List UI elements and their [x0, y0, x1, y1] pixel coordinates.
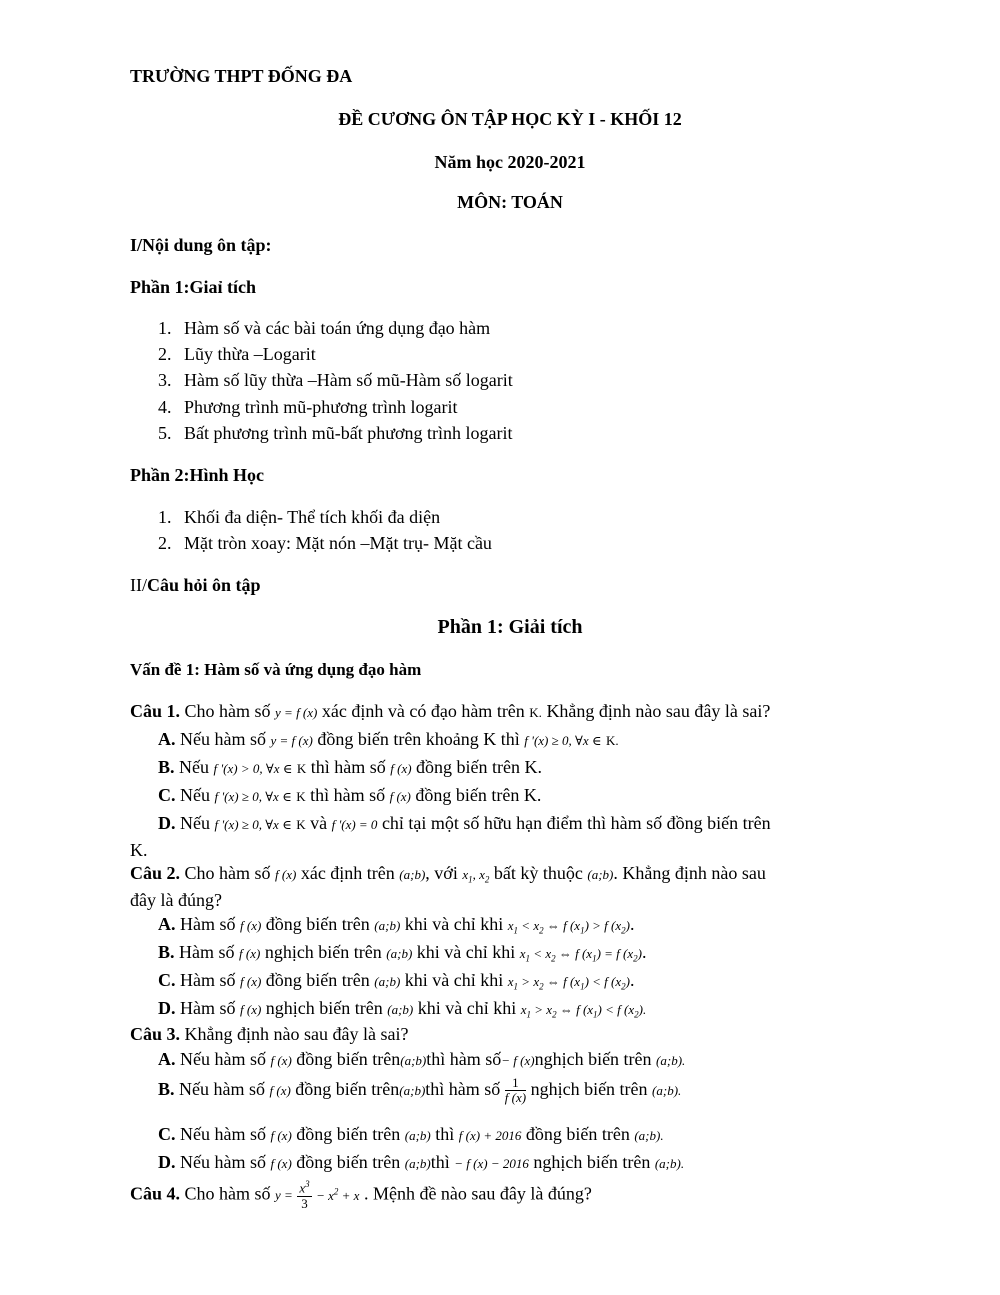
fraction: $\frac{1}{f (x)}$	[504, 1075, 527, 1106]
question-1: Câu 1. Cho hàm số y = f (x) xác định và có đạo hàm trên K. Khẳng định nào sau đây là sai?	[130, 701, 771, 721]
list-item: 5. Bất phương trình mũ-bất phương trình logarit	[158, 423, 513, 443]
list-item: 2. Lũy thừa –Logarit	[158, 344, 316, 364]
option-c: C. Hàm số f (x) đồng biến trên (a;b) khi và chỉ khi $x_1 > x_2$ ⇔ f $(x_1) < f$ $(x_2)$.	[158, 970, 635, 992]
list-item: 4. Phương trình mũ-phương trình logarit	[158, 397, 458, 417]
question-3: Câu 3. Khẳng định nào sau đây là sai?	[130, 1024, 409, 1044]
option-c: C. Nếu f '(x) ≥ 0, ∀x ∈ K thì hàm số f (x) đồng biến trên K.	[158, 785, 542, 805]
option-d-continued: K.	[130, 840, 148, 860]
list-item: 3. Hàm số lũy thừa –Hàm số mũ-Hàm số logarit	[158, 370, 513, 390]
list-item: 1. Hàm số và các bài toán ứng dụng đạo hàm	[158, 318, 491, 338]
option-b: B. Nếu f '(x) > 0, ∀x ∈ K thì hàm số f (x) đồng biến trên K.	[158, 757, 543, 777]
option-a: A. Nếu hàm số f (x) đồng biến trên(a;b)thì hàm số− f (x)nghịch biến trên (a;b).	[158, 1049, 686, 1069]
school-year: Năm học 2020-2021	[434, 152, 586, 172]
subject-title: MÔN: TOÁN	[457, 192, 563, 212]
list-item: 2. Mặt tròn xoay: Mặt nón –Mặt trụ- Mặt cầu	[158, 533, 492, 553]
section-1-heading: I/Nội dung ôn tập:	[130, 235, 272, 255]
question-2: Câu 2. Cho hàm số f (x) xác định trên (a;b), với $x_1$, $x_2$ bất kỳ thuộc (a;b). Khẳng định nào sau	[130, 863, 766, 885]
list-item: 1. Khối đa diện- Thể tích khối đa diện	[158, 507, 441, 527]
option-b: B. Hàm số f (x) nghịch biến trên (a;b) khi và chỉ khi $x_1 < x_2$ ⇔ f $(x_1) = f$ $(x_2)$.	[158, 942, 647, 964]
option-a: A. Nếu hàm số y = f (x) đồng biến trên khoảng K thì f '(x) ≥ 0, ∀x ∈ K.	[158, 729, 619, 749]
document-title: ĐỀ CƯƠNG ÔN TẬP HỌC KỲ I - KHỐI 12	[338, 109, 682, 129]
part-title: Phần 1: Giải tích	[437, 616, 583, 638]
topic-heading: Vấn đề 1: Hàm số và ứng dụng đạo hàm	[130, 660, 422, 679]
option-b: B. Nếu hàm số f (x) đồng biến trên(a;b)thì hàm số $\frac{1}{f (x)}$ nghịch biến trên (a;b).	[158, 1075, 682, 1106]
option-a: A. Hàm số f (x) đồng biến trên (a;b) khi và chỉ khi $x_1 < x_2$ ⇔ f $(x_1) > f$ $(x_2)$.	[158, 914, 635, 936]
option-d: D. Nếu f '(x) ≥ 0, ∀x ∈ K và f '(x) = 0 chỉ tại một số hữu hạn điểm thì hàm số đồng biến trên	[158, 813, 771, 833]
option-d: D. Hàm số f (x) nghịch biến trên (a;b) khi và chỉ khi $x_1 > x_2$ ⇔ f $(x_1) < f$ $(x_2)$.	[158, 998, 647, 1020]
option-d: D. Nếu hàm số f (x) đồng biến trên (a;b)thì − f (x) − 2016 nghịch biến trên (a;b).	[158, 1152, 685, 1172]
fraction: $\frac{x^3}{3}$	[299, 1179, 310, 1211]
part-2-heading: Phần 2:Hình Học	[130, 465, 265, 485]
section-2-heading: II/Câu hỏi ôn tập	[130, 575, 261, 595]
school-name: TRƯỜNG THPT ĐỐNG ĐA	[130, 66, 353, 86]
part-1-heading: Phần 1:Giaỉ tích	[130, 277, 257, 297]
question-4: Câu 4. Cho hàm số y = $\frac{x^3}{3}$ − $x^2 + x$ . Mệnh đề nào sau đây là đúng?	[130, 1179, 592, 1211]
question-2-continued: đây là đúng?	[130, 890, 222, 910]
option-c: C. Nếu hàm số f (x) đồng biến trên (a;b) thì f (x) + 2016 đồng biến trên (a;b).	[158, 1124, 664, 1144]
